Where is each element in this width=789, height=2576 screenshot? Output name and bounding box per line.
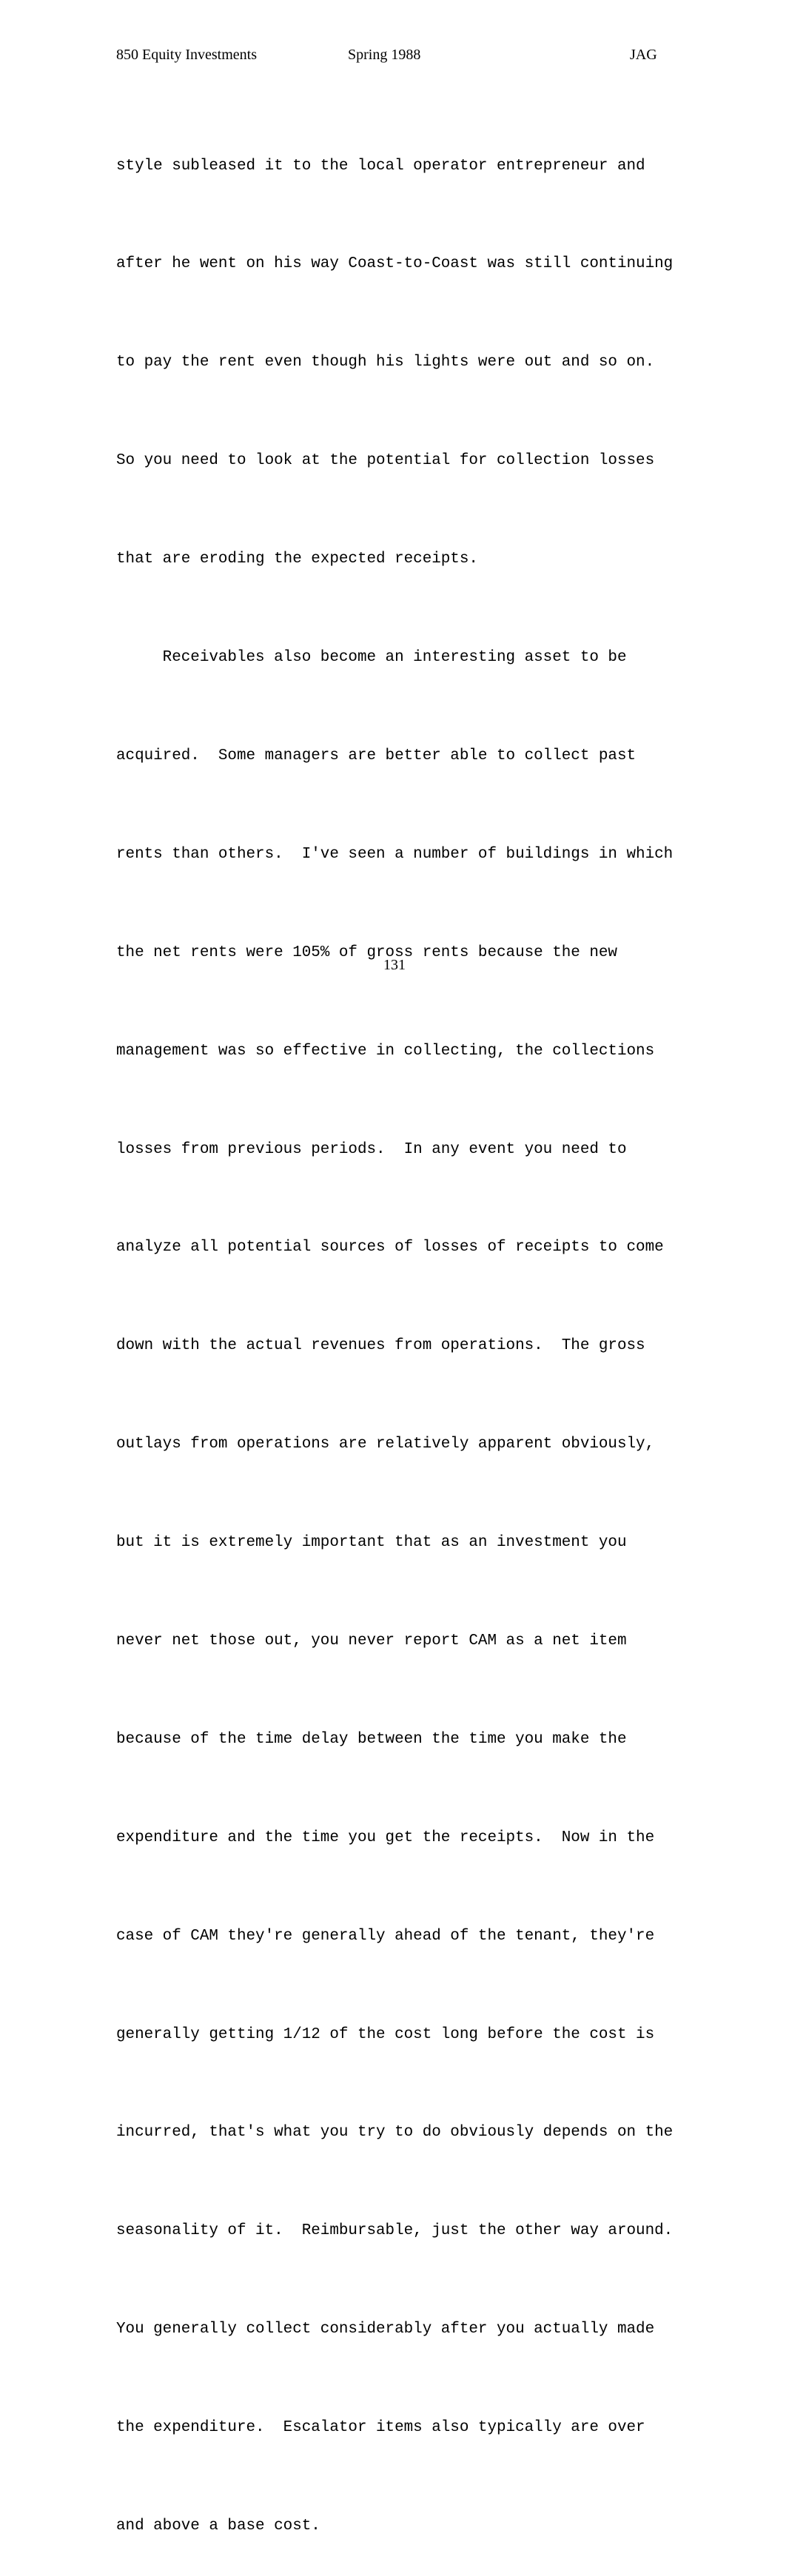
text-line: case of CAM they're generally ahead of the tenant, they're — [116, 1927, 655, 1945]
text-line: never net those out, you never report CAM as a net item — [116, 1632, 627, 1649]
text-line: style subleased it to the local operator entrepreneur and — [116, 157, 645, 175]
text-line: after he went on his way Coast-to-Coast was still continuing — [116, 255, 674, 273]
text-line: down with the actual revenues from operations. The gross — [116, 1337, 645, 1355]
text-line: and above a base cost. — [116, 2517, 320, 2535]
header-term: Spring 1988 — [348, 47, 421, 63]
text-line: incurred, that's what you try to do obviously depends on the — [116, 2124, 674, 2142]
header-course-title: 850 Equity Investments — [116, 47, 257, 63]
text-line: generally getting 1/12 of the cost long before the cost is — [116, 2025, 655, 2043]
text-line: seasonality of it. Reimbursable, just the other way around. — [116, 2222, 674, 2240]
text-line: because of the time delay between the time you make the — [116, 1730, 627, 1748]
text-line: outlays from operations are relatively apparent obviously, — [116, 1436, 655, 1453]
text-line: the net rents were 105% of gross rents because the new — [116, 944, 617, 961]
page-number: 131 — [383, 957, 406, 973]
transcript-body — [116, 84, 686, 2576]
text-line: acquired. Some managers are better able to collect past — [116, 747, 637, 764]
text-line: management was so effective in collecting, the collections — [116, 1042, 655, 1060]
text-line: analyze all potential sources of losses of receipts to come — [116, 1239, 664, 1257]
text-line: expenditure and the time you get the receipts. Now in the — [116, 1829, 655, 1846]
text-line: losses from previous periods. In any event you need to — [116, 1140, 627, 1158]
text-line: to pay the rent even though his lights were out and so on. — [116, 354, 655, 371]
text-line: that are eroding the expected receipts. — [116, 551, 478, 568]
page-header — [0, 47, 789, 67]
text-line: the expenditure. Escalator items also typically are over — [116, 2419, 645, 2437]
text-line: rents than others. I've seen a number of buildings in which — [116, 845, 674, 863]
header-author-initials: JAG — [630, 47, 657, 63]
text-line: Receivables also become an interesting asset to be — [116, 649, 627, 667]
text-line: but it is extremely important that as an investment you — [116, 1534, 627, 1552]
text-line: You generally collect considerably after you actually made — [116, 2321, 655, 2338]
text-line: So you need to look at the potential for collection losses — [116, 452, 655, 470]
